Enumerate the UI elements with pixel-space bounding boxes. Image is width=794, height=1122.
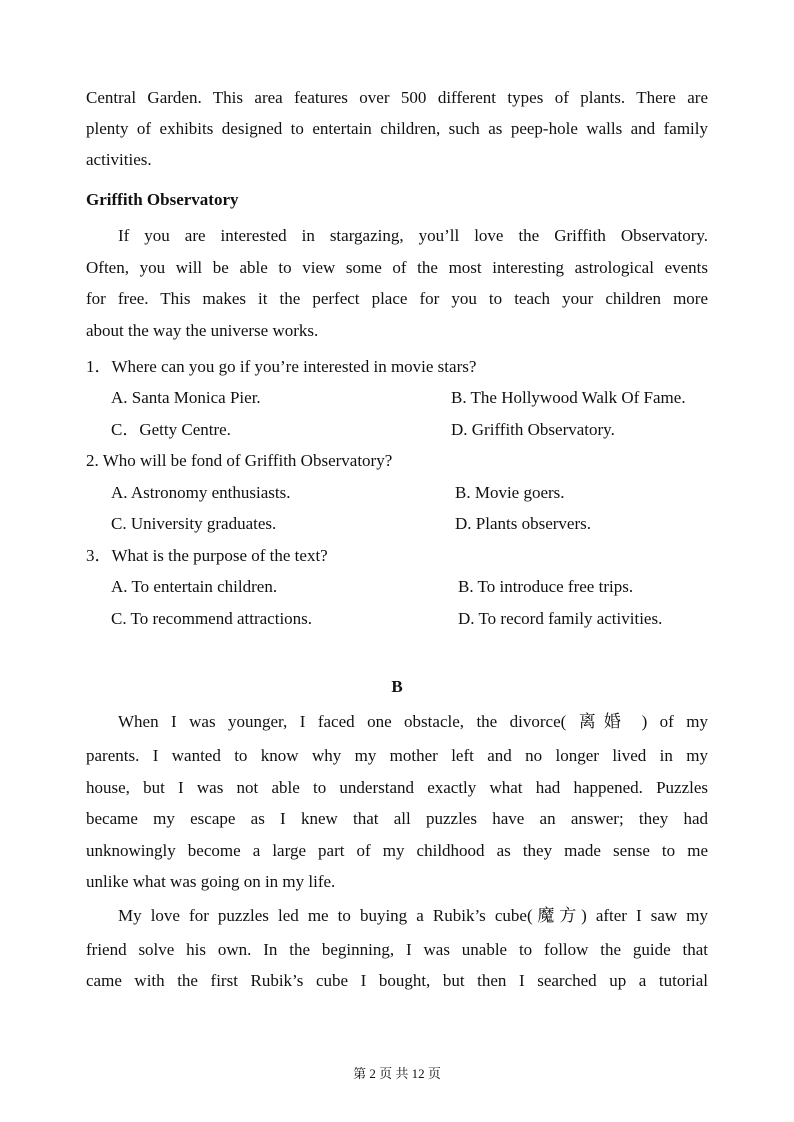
section-b-p2-line-1: My love for puzzles led me to buying a Rubik’s cube(魔方) after I saw my	[118, 906, 708, 925]
question-2-stem: 2. Who will be fond of Griffith Observatory?	[86, 451, 393, 470]
question-1-stem: 1．Where can you go if you’re interested in movie stars?	[86, 357, 477, 376]
question-3-option-a: A. To entertain children.	[111, 577, 278, 596]
question-2-option-c: C. University graduates.	[111, 514, 277, 533]
section-b-p2-line-3: came with the first Rubik’s cube I bought, but then I searched up a tutorial	[86, 971, 708, 990]
page-footer: 第 2 页 共 12 页	[353, 1066, 441, 1081]
question-1-option-c: C．Getty Centre.	[111, 420, 231, 439]
section-b-p1-line-6: unlike what was going on in my life.	[86, 872, 336, 891]
passage-a-line-2: plenty of exhibits designed to entertain children, such as peep-hole walls and family	[86, 119, 708, 138]
question-2-option-b: B. Movie goers.	[455, 483, 565, 502]
passage-a-line-3: activities.	[86, 150, 152, 169]
question-3-option-c: C. To recommend attractions.	[111, 609, 313, 628]
griffith-line-3: for free. This makes it the perfect place for you to teach your children more	[86, 289, 708, 308]
griffith-line-2: Often, you will be able to view some of the most interesting astrological events	[86, 258, 708, 277]
question-3-option-d: D. To record family activities.	[458, 609, 663, 628]
question-3-option-b: B. To introduce free trips.	[458, 577, 634, 596]
section-b-p1-line-5: unknowingly become a large part of my childhood as they made sense to me	[86, 841, 708, 860]
section-b-p1-line-1: When I was younger, I faced one obstacle, the divorce( 离婚 ) of my	[118, 712, 708, 731]
section-b-p2-line-2: friend solve his own. In the beginning, I was unable to follow the guide that	[86, 940, 708, 959]
question-3-stem: 3．What is the purpose of the text?	[86, 546, 328, 565]
griffith-line-4: about the way the universe works.	[86, 321, 319, 340]
question-1-option-a: A. Santa Monica Pier.	[111, 388, 261, 407]
griffith-line-1: If you are interested in stargazing, you’ll love the Griffith Observatory.	[118, 226, 708, 245]
section-b-title: B	[391, 677, 403, 696]
section-b-p1-line-2: parents. I wanted to know why my mother left and no longer lived in my	[86, 746, 708, 765]
passage-a-line-1: Central Garden. This area features over 500 different types of plants. There are	[86, 88, 708, 107]
question-1-option-d: D. Griffith Observatory.	[451, 420, 615, 439]
griffith-heading: Griffith Observatory	[86, 190, 239, 209]
question-2-option-a: A. Astronomy enthusiasts.	[111, 483, 291, 502]
question-2-option-d: D. Plants observers.	[455, 514, 591, 533]
section-b-p1-line-4: became my escape as I knew that all puzzles have an answer; they had	[86, 809, 708, 828]
question-1-option-b: B. The Hollywood Walk Of Fame.	[451, 388, 686, 407]
section-b-p1-line-3: house, but I was not able to understand exactly what had happened. Puzzles	[86, 778, 708, 797]
